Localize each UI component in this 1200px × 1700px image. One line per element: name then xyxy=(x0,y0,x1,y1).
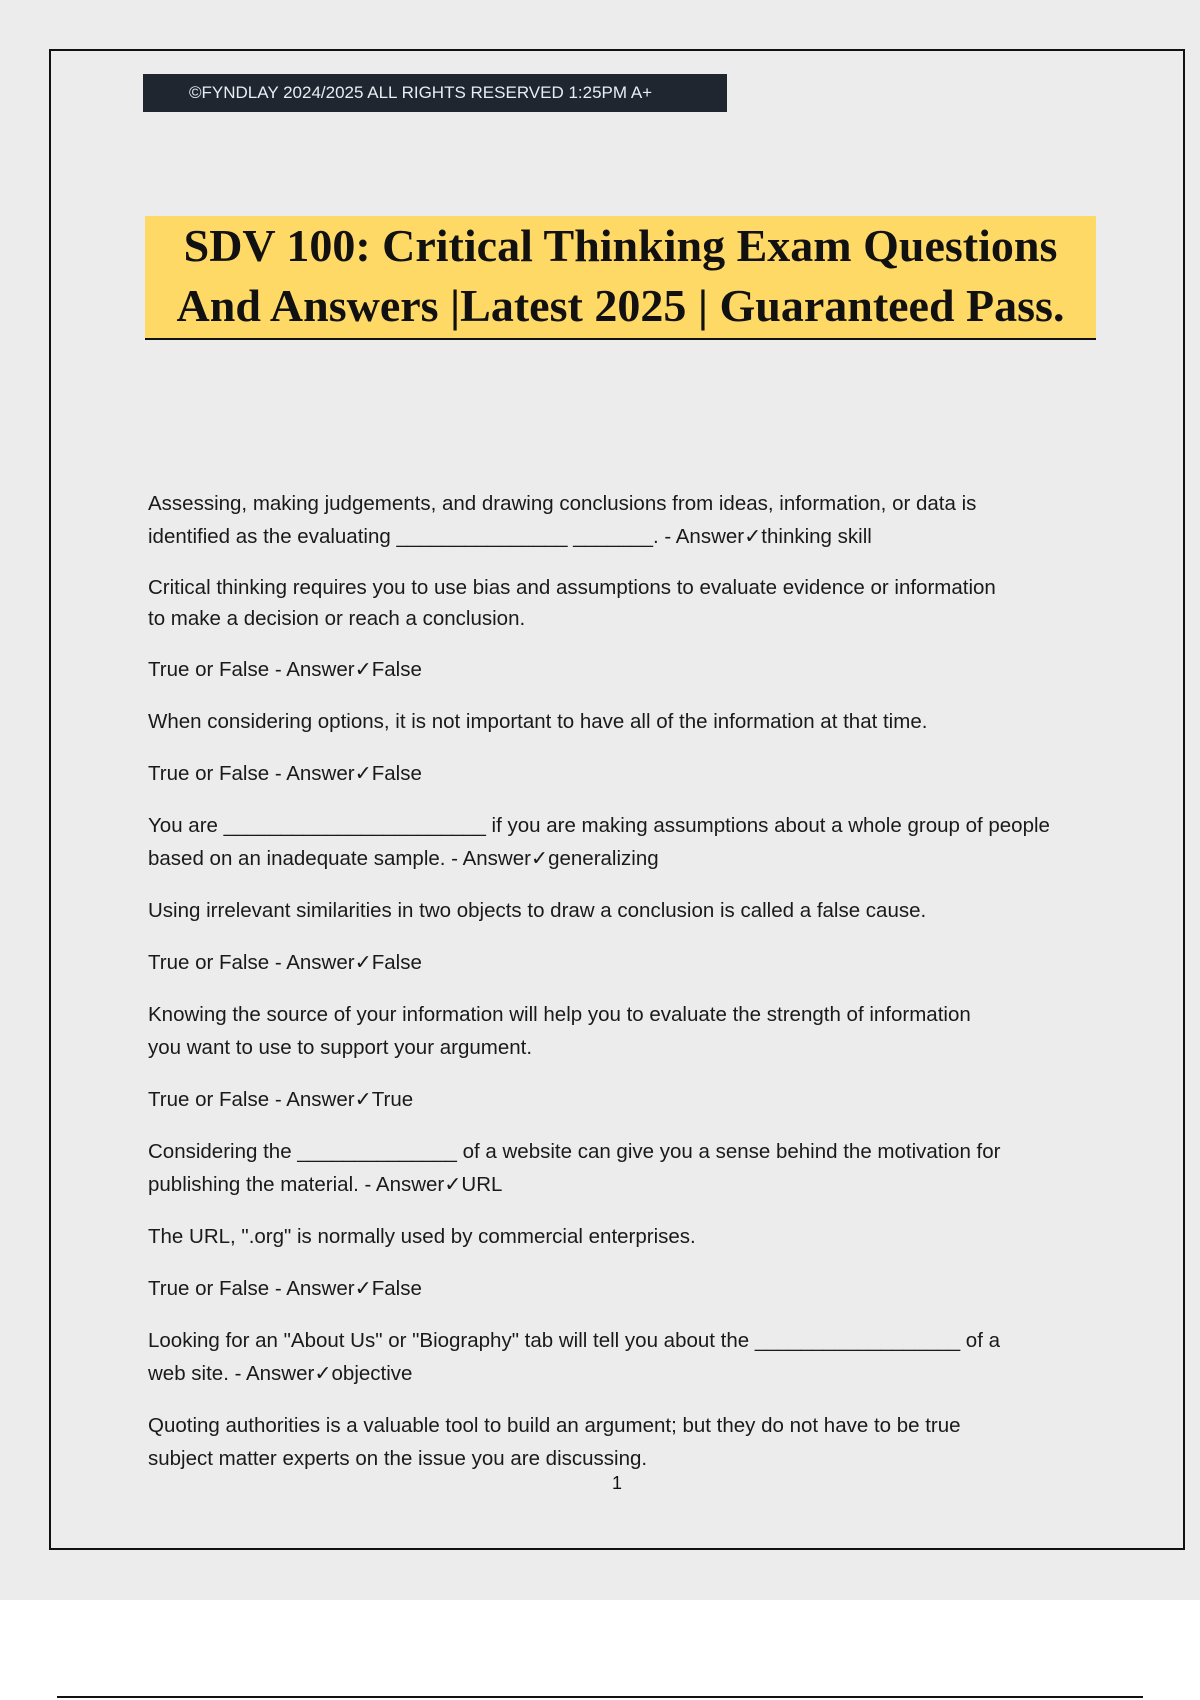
question-paragraph xyxy=(148,1272,1108,1305)
question-paragraph xyxy=(148,1324,1108,1390)
copyright-text: ©FYNDLAY 2024/2025 ALL RIGHTS RESERVED 1:25PM A+ xyxy=(189,83,653,102)
question-list xyxy=(148,487,1108,1494)
question-paragraph xyxy=(148,653,1108,686)
paragraph-line: The URL, ".org" is normally used by commercial enterprises. xyxy=(148,1225,696,1248)
paragraph-line: When considering options, it is not important to have all of the information at that time. xyxy=(148,710,928,733)
question-paragraph xyxy=(148,757,1108,790)
question-paragraph xyxy=(148,487,1108,553)
paragraph-line: True or False - Answer✓True xyxy=(148,1088,414,1111)
paragraph-line: Looking for an "About Us" or "Biography" tab will tell you about the __________________ of a xyxy=(148,1329,1000,1352)
question-paragraph xyxy=(148,1083,1108,1116)
page-title xyxy=(145,216,1096,340)
question-paragraph xyxy=(148,946,1108,979)
paragraph-line: True or False - Answer✓False xyxy=(148,762,422,785)
paragraph-line: based on an inadequate sample. - Answer✓generalizing xyxy=(148,847,659,870)
paragraph-line: identified as the evaluating _______________ _______. - Answer✓thinking skill xyxy=(148,525,872,548)
title-line-1: SDV 100: Critical Thinking Exam Questions xyxy=(183,220,1058,271)
paragraph-line: True or False - Answer✓False xyxy=(148,1277,422,1300)
paragraph-line: Considering the ______________ of a website can give you a sense behind the motivation for xyxy=(148,1140,1001,1163)
paragraph-line: Critical thinking requires you to use bias and assumptions to evaluate evidence or information xyxy=(148,576,996,599)
document-page xyxy=(49,49,1185,1550)
footer-divider xyxy=(57,1696,1143,1698)
paragraph-line: subject matter experts on the issue you are discussing. xyxy=(148,1447,648,1470)
title-line-2: And Answers |Latest 2025 | Guaranteed Pass. xyxy=(176,280,1065,331)
question-paragraph xyxy=(148,705,1108,738)
question-paragraph xyxy=(148,894,1108,927)
question-paragraph xyxy=(148,1220,1108,1253)
question-paragraph xyxy=(148,998,1108,1064)
paragraph-line: Knowing the source of your information will help you to evaluate the strength of information xyxy=(148,1003,971,1026)
question-paragraph xyxy=(148,572,1108,634)
copyright-banner xyxy=(143,74,727,112)
paragraph-line: publishing the material. - Answer✓URL xyxy=(148,1173,503,1196)
paragraph-line: Using irrelevant similarities in two objects to draw a conclusion is called a false cause. xyxy=(148,899,927,922)
question-paragraph xyxy=(148,1409,1108,1475)
paragraph-line: True or False - Answer✓False xyxy=(148,951,422,974)
question-paragraph xyxy=(148,809,1108,875)
paragraph-line: You are _______________________ if you are making assumptions about a whole group of people xyxy=(148,814,1050,837)
paragraph-line: web site. - Answer✓objective xyxy=(148,1362,413,1385)
page-number: 1 xyxy=(611,1473,622,1493)
paragraph-line: to make a decision or reach a conclusion. xyxy=(148,607,526,630)
paragraph-line: you want to use to support your argument. xyxy=(148,1036,533,1059)
paragraph-line: True or False - Answer✓False xyxy=(148,658,422,681)
paragraph-line: Quoting authorities is a valuable tool to build an argument; but they do not have to be true xyxy=(148,1414,961,1437)
question-paragraph xyxy=(148,1135,1108,1201)
paragraph-line: Assessing, making judgements, and drawing conclusions from ideas, information, or data is xyxy=(148,492,977,515)
